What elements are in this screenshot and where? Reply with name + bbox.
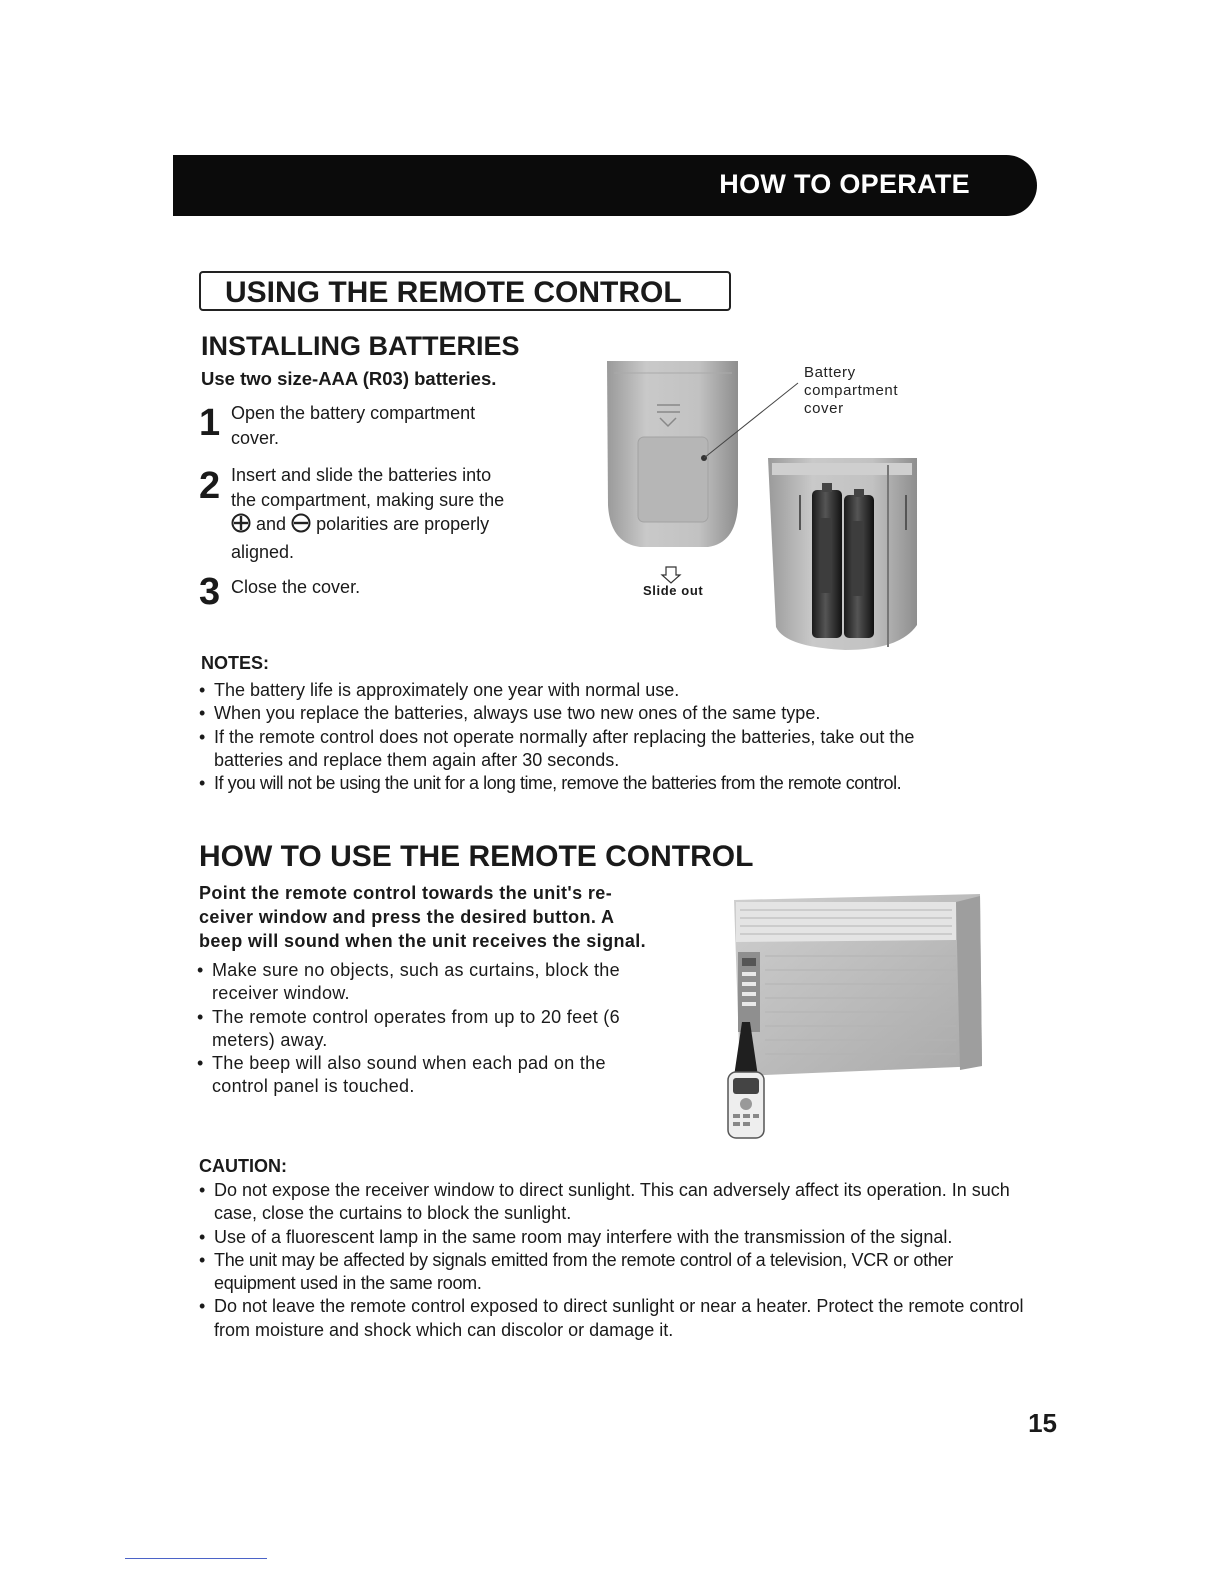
- header-band: [173, 155, 1037, 216]
- list-item: • When you replace the batteries, always use two new ones of the same type.: [199, 702, 979, 725]
- installing-lead: Use two size-AAA (R03) batteries.: [201, 368, 497, 389]
- notes-list: [199, 679, 979, 795]
- notes-title: NOTES:: [201, 653, 270, 673]
- plus-polarity-icon: [231, 513, 251, 540]
- header-title: HOW TO OPERATE: [719, 169, 970, 199]
- list-item: • If you will not be using the unit for a long time, remove the batteries from the remote control.: [199, 772, 979, 795]
- list-item: • Use of a fluorescent lamp in the same room may interfere with the transmission of the signal.: [199, 1226, 1025, 1249]
- step-number: 3: [199, 571, 221, 613]
- step-text: Close the cover.: [231, 577, 361, 597]
- list-item: • Make sure no objects, such as curtains, block the receiver window.: [197, 959, 657, 1006]
- battery-figure: [600, 355, 930, 655]
- air-conditioner-illustration: [720, 890, 985, 1140]
- slide-out-label: Slide out: [643, 583, 704, 598]
- caution-list: [199, 1179, 1025, 1342]
- list-item: • The unit may be affected by signals emitted from the remote control of a television, VCR or other equipment used in the same room.: [199, 1249, 1025, 1296]
- step-text: [231, 463, 521, 564]
- step-text: Open the battery compartment cover.: [231, 403, 476, 448]
- caution-title: CAUTION:: [199, 1156, 287, 1176]
- list-item: • Do not leave the remote control exposed to direct sunlight or near a heater. Protect the remote control from moisture and shock which can discolor or damage it.: [199, 1295, 1025, 1342]
- step-number: 2: [199, 465, 221, 507]
- step-text-part: Insert and slide the batteries into the compartment, making sure the: [231, 465, 505, 510]
- installing-heading: INSTALLING BATTERIES: [201, 331, 520, 361]
- section-title-box: [199, 271, 731, 311]
- air-conditioner-figure: [720, 890, 985, 1140]
- list-item: • The remote control operates from up to 20 feet (6 meters) away.: [197, 1006, 657, 1053]
- list-item: • The battery life is approximately one year with normal use.: [199, 679, 979, 702]
- step-number: 1: [199, 402, 221, 444]
- bottom-rule: [125, 1558, 267, 1559]
- page-number: 15: [1028, 1408, 1057, 1438]
- section-title: USING THE REMOTE CONTROL: [225, 276, 682, 309]
- how-to-use-lead: Point the remote control towards the unit's re-ceiver window and press the desired button. A beep will sound when the unit receives the signal.: [199, 883, 647, 951]
- how-to-use-heading: HOW TO USE THE REMOTE CONTROL: [199, 840, 754, 873]
- step-text-part: polarities are properly aligned.: [231, 514, 490, 562]
- battery-cover-label: Battery compartment cover: [804, 364, 899, 417]
- list-item: • If the remote control does not operate normally after replacing the batteries, take out the batteries and replace them again after 30 seconds.: [199, 726, 979, 773]
- minus-polarity-icon: [291, 513, 311, 540]
- step-text-part: and: [256, 514, 287, 534]
- list-item: • The beep will also sound when each pad on the control panel is touched.: [197, 1052, 657, 1099]
- list-item: • Do not expose the receiver window to direct sunlight. This can adversely affect its operation. In such case, close the curtains to block the sunlight.: [199, 1179, 1025, 1226]
- how-to-use-list: [197, 959, 657, 1099]
